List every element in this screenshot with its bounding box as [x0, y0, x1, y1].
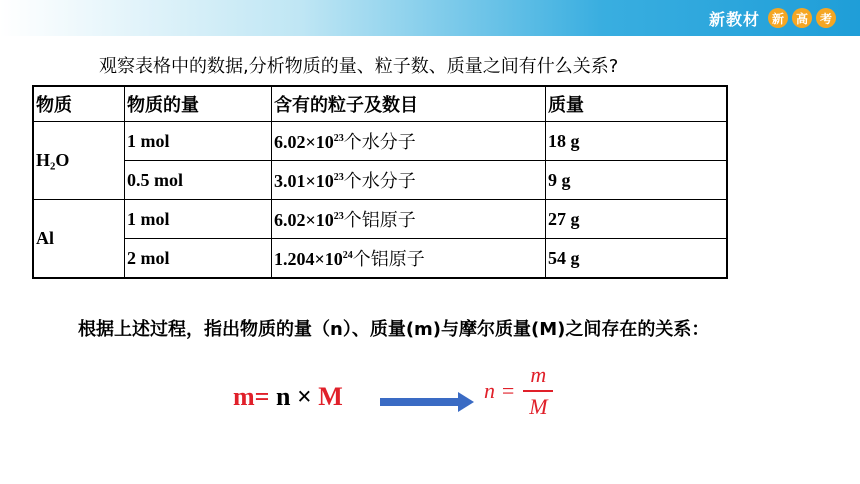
question-text: 观察表格中的数据,分析物质的量、粒子数、质量之间有什么关系?: [99, 56, 619, 77]
table-row: [33, 239, 727, 279]
table-row: [33, 161, 727, 200]
header-particles: 含有的粒子及数目: [272, 86, 546, 122]
header-bar: [0, 0, 860, 36]
table-header-row: [33, 86, 727, 122]
amount-cell: 2 mol: [125, 239, 272, 279]
formula-n: n ×: [269, 382, 319, 411]
mass-cell: 54 g: [546, 239, 728, 279]
brand-logo: [709, 6, 836, 30]
formula: [233, 382, 343, 412]
result-lhs: n =: [484, 378, 516, 403]
formula-M: M: [318, 382, 343, 411]
substance-cell: Al: [33, 200, 125, 279]
header-amount: 物质的量: [125, 86, 272, 122]
particles-cell: $6.02\times 10^{23}$个水分子: [272, 122, 546, 161]
header-substance: 物质: [33, 86, 125, 122]
brand-text: 新教材: [708, 9, 760, 29]
relation-text: 根据上述过程，指出物质的量（n）、质量(m)与摩尔质量(M)之间存在的关系：: [78, 319, 710, 340]
amount-cell: 1 mol: [125, 200, 272, 239]
brand-circle-3: 考: [816, 8, 836, 28]
particles-cell: $1.204\times 10^{24}$个铝原子: [272, 239, 546, 279]
arrow-right-icon: [380, 390, 476, 414]
result-numerator: m: [530, 362, 547, 387]
brand-circle-1: 新: [768, 8, 788, 28]
amount-cell: 0.5 mol: [125, 161, 272, 200]
formula-m: m=: [233, 382, 270, 411]
result-formula: [484, 362, 553, 420]
header-mass: 质量: [546, 86, 728, 122]
mass-cell: 18 g: [546, 122, 728, 161]
table-row: [33, 122, 727, 161]
fraction-bar: [523, 390, 553, 392]
particles-cell: $3.01\times 10^{23}$个水分子: [272, 161, 546, 200]
result-denominator: M: [529, 394, 548, 419]
mass-cell: 27 g: [546, 200, 728, 239]
data-table: [32, 85, 728, 279]
substance-cell: H₂O: [33, 122, 125, 200]
particles-cell: $6.02\times 10^{23}$个铝原子: [272, 200, 546, 239]
table-row: [33, 200, 727, 239]
mass-cell: 9 g: [546, 161, 728, 200]
amount-cell: 1 mol: [125, 122, 272, 161]
brand-circle-2: 高: [792, 8, 812, 28]
